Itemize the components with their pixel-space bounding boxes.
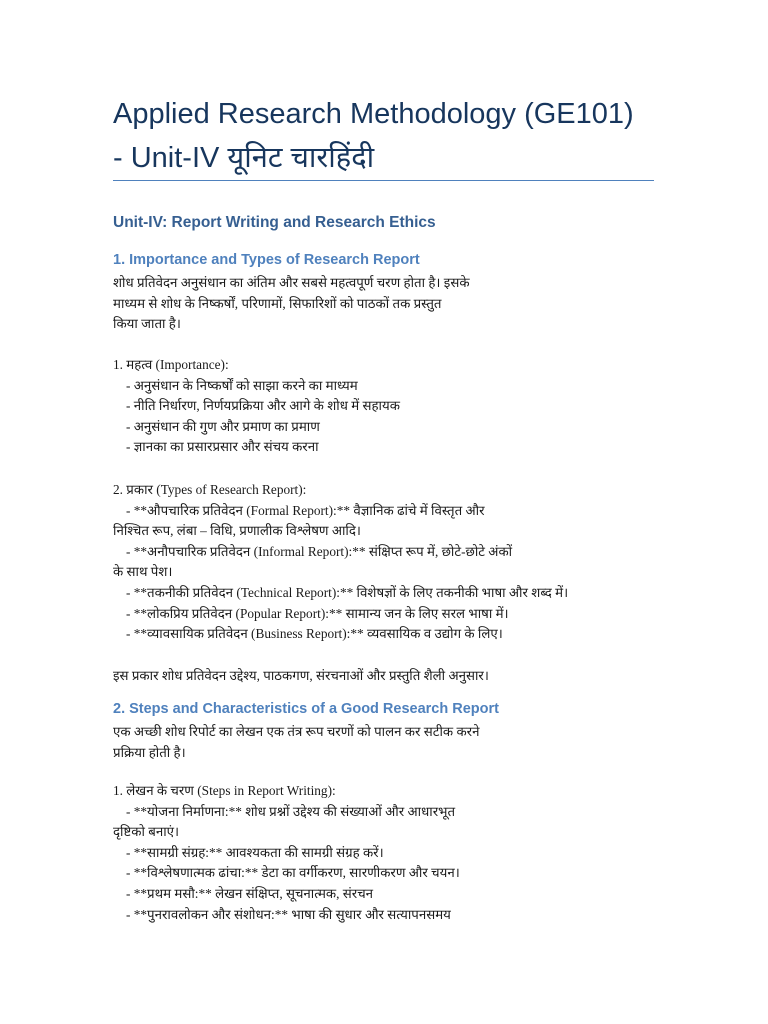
title-line-1: Applied Research Methodology (GE101) [113, 98, 634, 130]
title-underline [113, 180, 654, 181]
unit-heading: Unit-IV: Report Writing and Research Ethics [113, 214, 436, 231]
summary-line: इस प्रकार शोध प्रतिवेदन उद्देश्य, पाठकगण, संरचनाओं और प्रस्तुति शैली अनुसार। [113, 668, 489, 683]
list-item: - **विश्लेषणात्मक ढांचा:** डेटा का वर्गीकरण, सारणीकरण और चयन। [126, 865, 460, 881]
list-item: - **लोकप्रिय प्रतिवेदन (Popular Report):** सामान्य जन के लिए सरल भाषा में। [126, 605, 509, 621]
list-item: - **पुनरावलोकन और संशोधन:** भाषा की सुधार और सत्यापनसमय [126, 906, 451, 922]
list-item: - **व्यावसायिक प्रतिवेदन (Business Report):** व्यवसायिक व उद्योग के लिए। [126, 626, 503, 642]
list-item: - **अनौपचारिक प्रतिवेदन (Informal Report):** संक्षिप्त रूप में, छोटे-छोटे अंकों [126, 543, 513, 559]
intro-line: माध्यम से शोध के निष्कर्षों, परिणामों, सिफारिशों को पाठकों तक प्रस्तुत [113, 295, 442, 311]
types-list [113, 480, 658, 645]
section-1-intro [113, 273, 658, 335]
section-2-intro [113, 722, 658, 763]
list-item-continued: के साथ पेश। [113, 564, 173, 580]
intro-line: एक अच्छी शोध रिपोर्ट का लेखन एक तंत्र रूप चरणों को पालन कर सटीक करने [113, 724, 480, 739]
list-item: - **योजना निर्माणना:** शोध प्रश्नों उद्देश्य की संख्याओं और आधारभूत [126, 803, 456, 819]
document-title [113, 92, 673, 180]
list-heading: 2. प्रकार (Types of Research Report): [113, 482, 307, 497]
list-item: - **सामग्री संग्रह:** आवश्यकता की सामग्री संग्रह करें। [126, 844, 384, 860]
section-2-heading: 2. Steps and Characteristics of a Good Research Report [113, 701, 499, 717]
section-1-summary [113, 666, 658, 687]
list-item: - **तकनीकी प्रतिवेदन (Technical Report):** विशेषज्ञों के लिए तकनीकी भाषा और शब्द में। [126, 584, 569, 600]
list-item: - ज्ञानका का प्रसारप्रसार और संचय करना [126, 439, 319, 455]
intro-line: किया जाता है। [113, 316, 181, 332]
list-item: - **औपचारिक प्रतिवेदन (Formal Report):** वैज्ञानिक ढांचे में विस्तृत और [126, 502, 485, 518]
title-line-2: - Unit-IV यूनिट चारहिंदी [113, 142, 375, 174]
intro-line: शोध प्रतिवेदन अनुसंधान का अंतिम और सबसे महत्वपूर्ण चरण होता है। इसके [113, 275, 470, 290]
list-item: - **प्रथम मसौ:** लेखन संक्षिप्त, सूचनात्मक, संरचन [126, 885, 374, 901]
intro-line: प्रक्रिया होती है। [113, 744, 186, 760]
list-item: - अनुसंधान की गुण और प्रमाण का प्रमाण [126, 418, 320, 434]
importance-list [113, 355, 658, 458]
list-heading: 1. लेखन के चरण (Steps in Report Writing): [113, 783, 336, 798]
section-1-heading: 1. Importance and Types of Research Report [113, 252, 420, 268]
list-item-continued: निश्चित रूप, लंबा – विधि, प्रणालीक विश्लेषण आदि। [113, 523, 361, 539]
list-item-continued: दृष्टिको बनाएं। [113, 824, 180, 840]
steps-list [113, 781, 658, 925]
list-heading: 1. महत्व (Importance): [113, 357, 229, 372]
list-item: - अनुसंधान के निष्कर्षों को साझा करने का माध्यम [126, 377, 358, 393]
list-item: - नीति निर्धारण, निर्णयप्रक्रिया और आगे के शोध में सहायक [126, 398, 400, 414]
